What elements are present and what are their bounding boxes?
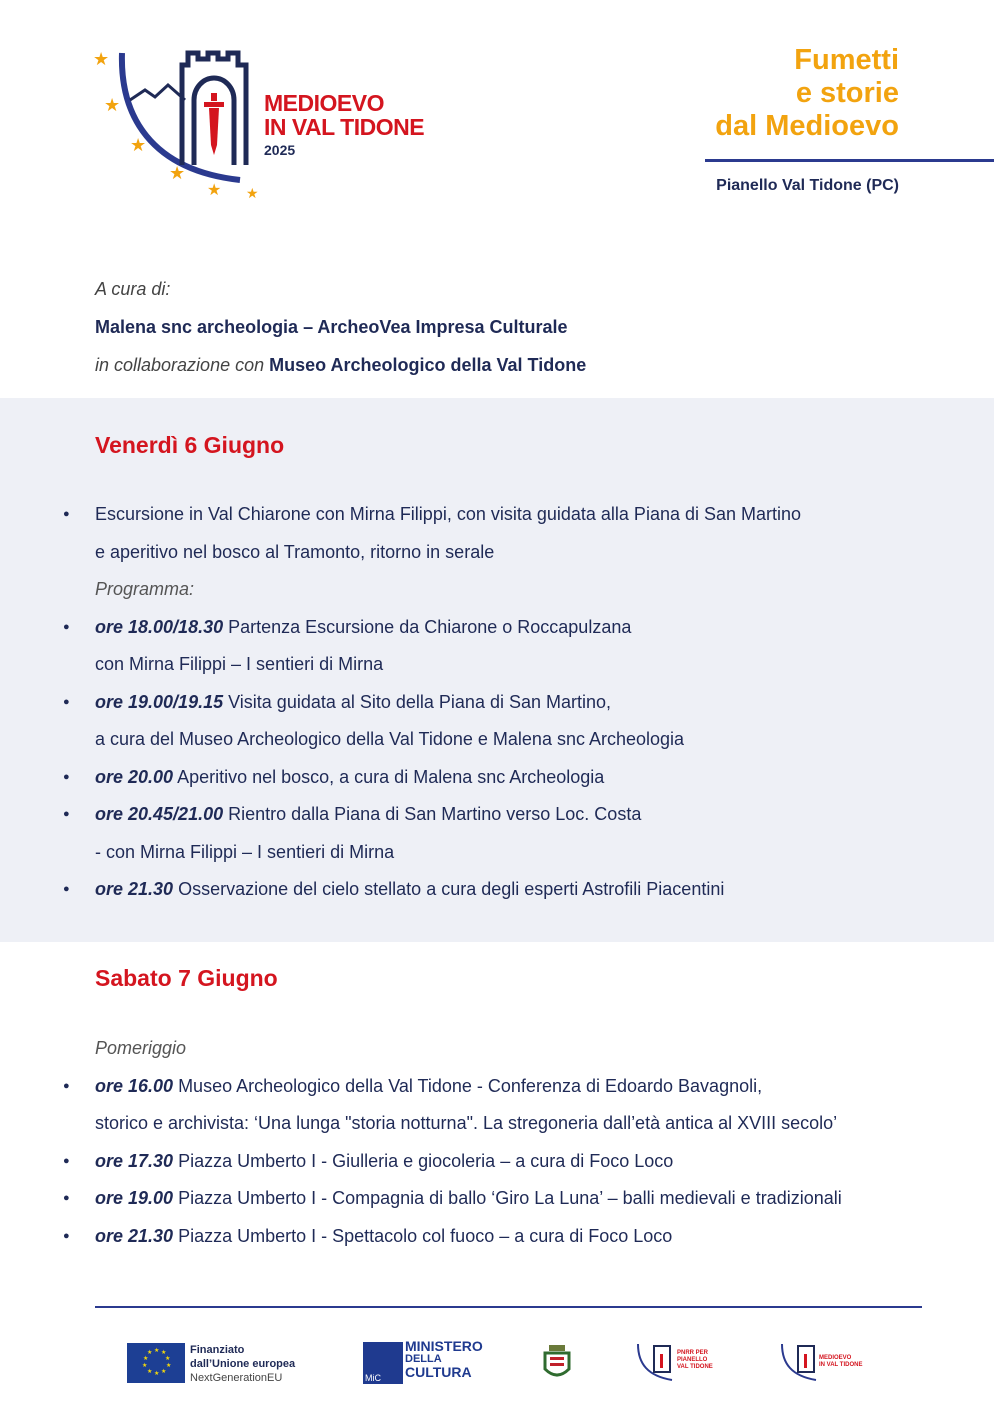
event-text: Osservazione del cielo stellato a cura degli esperti Astrofili Piacentini	[173, 879, 725, 899]
day1-event-4	[95, 796, 801, 834]
collab-name: Museo Archeologico della Val Tidone	[269, 355, 587, 375]
event-text: Museo Archeologico della Val Tidone - Conferenza di Edoardo Bavagnoli,	[173, 1075, 763, 1096]
svg-text:★: ★	[147, 1350, 153, 1356]
day1-event-1-cont: con Mirna Filippi – I sentieri di Mirna	[95, 654, 384, 674]
event-time: ore 21.30	[95, 1225, 174, 1246]
castle-mini-icon	[632, 1340, 676, 1386]
credits-block	[95, 270, 586, 384]
event-time: ore 20.45/21.00	[95, 804, 224, 824]
event-text: Aperitivo nel bosco, a cura di Malena snc Archeologia	[173, 766, 605, 787]
mic-tag: MiC	[365, 1373, 381, 1383]
day2-title: Sabato 7 Giugno	[95, 965, 278, 991]
mic-line-3: CULTURA	[405, 1364, 472, 1380]
pnrr-logo-text	[677, 1350, 713, 1371]
svg-text:★: ★	[161, 1369, 167, 1375]
small-event-logo	[776, 1340, 871, 1386]
event-time: ore 19.00/19.15	[95, 691, 224, 712]
day1-intro: ● Escursione in Val Chiarone con Mirna Filippi, con visita guidata alla Piana di San Martino	[95, 496, 801, 534]
day1-event-3	[95, 759, 801, 797]
svg-text:★: ★	[130, 135, 147, 155]
eu-line-1: Finanziato	[190, 1344, 245, 1356]
small-logo-line-2: IN VAL TIDONE	[819, 1362, 863, 1368]
svg-text:★: ★	[166, 1363, 172, 1369]
page-title	[715, 44, 899, 143]
logo-title-line2: IN VAL TIDONE	[264, 114, 425, 140]
day2-list	[95, 1030, 842, 1255]
small-logo-line-1: MEDIOEVO	[819, 1355, 852, 1361]
credits-collaboration	[95, 346, 586, 384]
event-text: Piazza Umberto I - Spettacolo col fuoco – a cura di Foco Loco	[173, 1225, 673, 1246]
event-time: ore 16.00	[95, 1075, 174, 1096]
day1-event-1	[95, 609, 801, 647]
svg-text:★: ★	[165, 1356, 171, 1362]
day1-event-4-cont: - con Mirna Filippi – I sentieri di Mirna	[95, 841, 395, 862]
day2-event-1	[95, 1068, 842, 1106]
title-line-1: Fumetti	[794, 44, 899, 76]
period-label: Pomeriggio	[95, 1038, 187, 1058]
pnrr-line-2: PIANELLO	[677, 1357, 708, 1363]
ministry-text	[405, 1340, 483, 1379]
event-time: ore 21.30	[95, 879, 174, 899]
municipality-crest-icon	[541, 1343, 573, 1388]
title-line-3: dal Medioevo	[715, 110, 899, 142]
event-location: Pianello Val Tidone (PC)	[716, 177, 899, 194]
svg-text:★: ★	[154, 1348, 160, 1354]
day1-event-5	[95, 871, 801, 909]
svg-text:★: ★	[154, 1371, 160, 1377]
pnrr-line-1: PNRR PER	[677, 1350, 709, 1356]
svg-text:★: ★	[169, 163, 186, 183]
title-line-2: e storie	[795, 77, 899, 109]
event-text: Piazza Umberto I - Compagnia di ballo ‘Giro La Luna’ – balli medievali e tradizionali	[173, 1188, 842, 1208]
ministry-emblem-icon	[363, 1342, 403, 1384]
svg-text:★: ★	[142, 1363, 148, 1369]
day2-event-3	[95, 1180, 842, 1218]
svg-text:★: ★	[207, 182, 222, 199]
event-time: ore 17.30	[95, 1150, 174, 1171]
day1-event-2	[95, 684, 801, 722]
event-time: ore 20.00	[95, 766, 174, 787]
event-text: Piazza Umberto I - Giulleria e giocoleria – a cura di Foco Loco	[173, 1150, 674, 1171]
svg-text:★: ★	[246, 185, 259, 201]
eu-flag-icon	[127, 1343, 185, 1383]
svg-text:★: ★	[104, 95, 121, 115]
event-text: Visita guidata al Sito della Piana di San Martino,	[223, 691, 612, 712]
collab-prefix: in collaborazione con	[95, 355, 265, 375]
credits-label: A cura di:	[95, 279, 171, 299]
logo-title-line1: MEDIOEVO	[264, 90, 384, 116]
day1-list	[95, 496, 801, 909]
program-label: Programma:	[95, 579, 195, 599]
svg-text:★: ★	[161, 1350, 167, 1356]
credits-organizers: Malena snc archeologia – ArcheoVea Impresa Culturale	[95, 317, 568, 337]
day2-event-2	[95, 1143, 842, 1181]
event-time: ore 19.00	[95, 1188, 174, 1208]
small-logo-text	[819, 1355, 862, 1369]
pnrr-pianello-logo	[632, 1340, 722, 1386]
eu-line-3: NextGenerationEU	[190, 1372, 283, 1384]
svg-text:★: ★	[147, 1369, 153, 1375]
footer-divider	[95, 1306, 922, 1308]
logo-year: 2025	[264, 142, 296, 158]
event-text: Partenza Escursione da Chiarone o Roccapulzana	[223, 616, 632, 637]
event-logo	[90, 45, 450, 205]
day2-event-1-cont: storico e archivista: ‘Una lunga "storia notturna". La stregoneria dall’età antica al XVIII secolo’	[95, 1113, 838, 1133]
mic-line-1: MINISTERO	[405, 1338, 483, 1354]
event-time: ore 18.00/18.30	[95, 616, 224, 637]
day1-intro-cont: e aperitivo nel bosco al Tramonto, ritorno in serale	[95, 541, 495, 562]
eu-line-2: dall’Unione europea	[190, 1358, 296, 1370]
event-text: Rientro dalla Piana di San Martino verso Loc. Costa	[223, 804, 642, 824]
mic-line-2: DELLA	[405, 1353, 442, 1365]
day1-event-2-cont: a cura del Museo Archeologico della Val Tidone e Malena snc Archeologia	[95, 729, 685, 749]
logo-title	[264, 91, 424, 139]
castle-sword-emblem-icon	[90, 45, 260, 205]
svg-text:★: ★	[143, 1356, 149, 1362]
svg-text:★: ★	[93, 49, 110, 69]
pnrr-line-3: VAL TIDONE	[677, 1364, 713, 1370]
castle-mini-icon	[776, 1340, 820, 1386]
day1-title: Venerdì 6 Giugno	[95, 432, 285, 458]
eu-funding-text	[190, 1343, 295, 1385]
day2-event-4	[95, 1218, 842, 1256]
header-divider	[705, 159, 994, 162]
